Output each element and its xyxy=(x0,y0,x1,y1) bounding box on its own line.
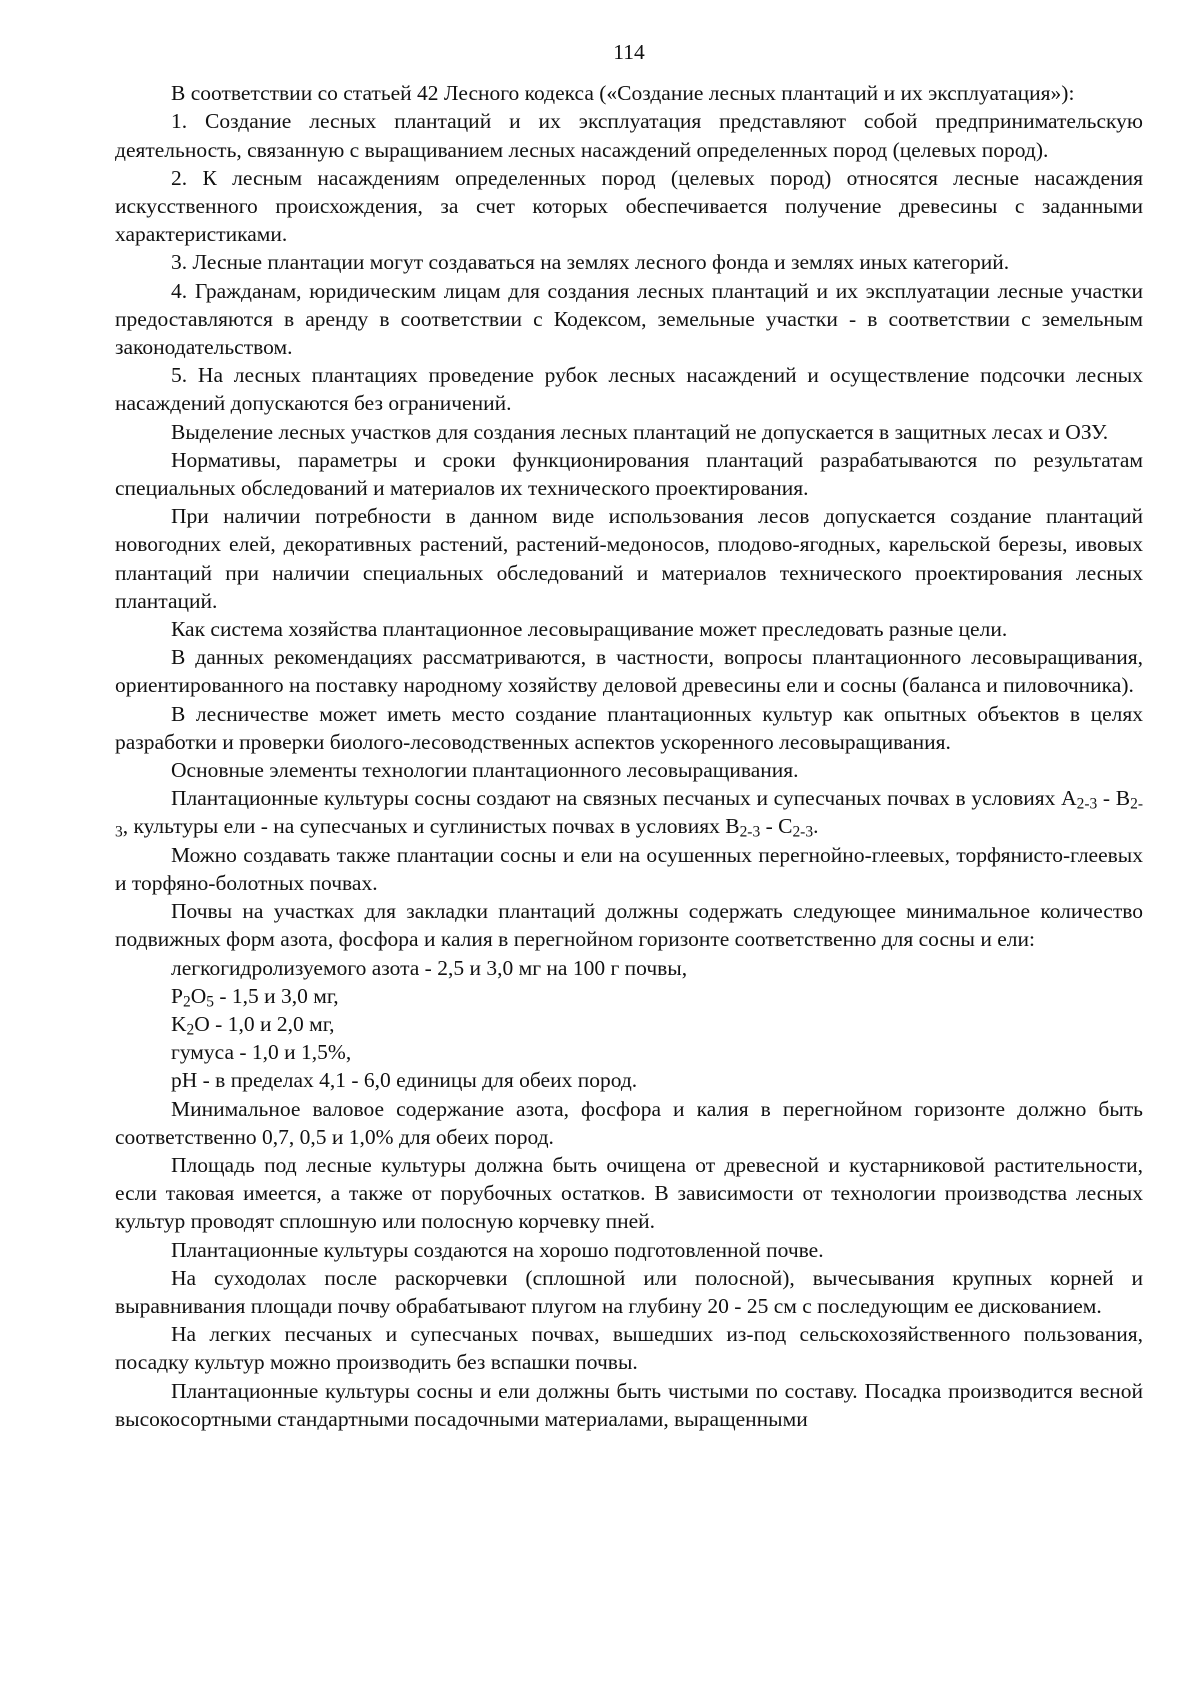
nutrient-ph: pH - в пределах 4,1 - 6,0 единицы для обеих пород. xyxy=(171,1068,638,1093)
paragraph-soil-requirements: Почвы на участках для закладки плантаций должны содержать следующее минимальное количество подвижных форм азота, фосфора и калия в перегнойном горизонте соответственно для сосны и ели: xyxy=(115,899,1143,952)
paragraph-standards: Нормативы, параметры и сроки функционирования плантаций разрабатываются по результатам специальных обследований и материалов их технического проектирования. xyxy=(115,447,1143,501)
paragraph-dryland-plowing: На суходолах после раскорчевки (сплошной или полосной), вычесывания крупных корней и выравнивания площади почву обрабатывают плугом на глубину 20 - 25 см с последующим ее дискованием. xyxy=(115,1265,1143,1318)
paragraph-light-soils: На легких песчаных и супесчаных почвах, вышедших из-под сельскохозяйственного пользования, посадку культур можно производить без вспашки почвы. xyxy=(115,1322,1143,1375)
paragraph-system-goals: Как система хозяйства плантационное лесовыращивание может преследовать разные цели. xyxy=(171,617,1008,642)
paragraph-intro: В соответствии со статьей 42 Лесного кодекса («Создание лесных плантаций и их эксплуатация»): xyxy=(171,81,1075,106)
paragraph-item-5: 5. На лесных плантациях проведение рубок лесных насаждений и осуществление подсочки лесных насаждений допускаются без ограничений. xyxy=(115,363,1143,416)
nutrient-phosphorus: $P_2O_5 - 1,5$ и 3,0 мг, xyxy=(171,983,339,1011)
paragraph-item-1: 1. Создание лесных плантаций и их эксплуатация представляют собой предпринимательскую деятельность, связанную с выращиванием лесных насаждений определенных пород (целевых пород). xyxy=(115,109,1143,162)
paragraph-technology-heading: Основные элементы технологии плантационного лесовыращивания. xyxy=(171,758,799,783)
paragraph-site-clearing: Площадь под лесные культуры должна быть очищена от древесной и кустарниковой растительности, если таковая имеется, а также от порубочных остатков. В зависимости от технологии производства лесных культур проводят сплошную или полосную корчевку пней. xyxy=(115,1152,1143,1234)
document-page xyxy=(115,38,1143,1433)
paragraph-item-2: 2. К лесным насаждениям определенных пород (целевых пород) относятся лесные насаждения искусственного происхождения, за счет которых обеспечивается получение древесины с заданными характеристиками. xyxy=(115,165,1143,247)
paragraph-plantation-types: При наличии потребности в данном виде использования лесов допускается создание плантаций новогодних елей, декоративных растений, растений-медоносов, плодово-ягодных, карельской березы, ивовых плантаций при наличии специальных обследований и материалов технического проектирования лесных плантаций. xyxy=(115,504,1143,613)
paragraph-gross-content: Минимальное валовое содержание азота, фосфора и калия в перегнойном горизонте должно быть соответственно 0,7, 0,5 и 1,0% для обеих пород. xyxy=(115,1096,1143,1149)
paragraph-prepared-soil: Плантационные культуры создаются на хорошо подготовленной почве. xyxy=(171,1237,824,1262)
nutrient-nitrogen: легкогидролизуемого азота - 2,5 и 3,0 мг на 100 г почвы, xyxy=(171,955,688,980)
paragraph-planting: Плантационные культуры сосны и ели должны быть чистыми по составу. Посадка производится весной высокосортными стандартными посадочными материалами, выращенными xyxy=(115,1378,1143,1431)
paragraph-protected-forests: Выделение лесных участков для создания лесных плантаций не допускается в защитных лесах и ОЗУ. xyxy=(171,419,1109,444)
paragraph-item-4: 4. Гражданам, юридическим лицам для создания лесных плантаций и их эксплуатации лесные участки предоставляются в аренду в соответствии с Кодексом, земельные участки - в соответствии с земельным законодательством. xyxy=(115,278,1143,360)
nutrient-potassium: $K_2O - 1,0$ и 2,0 мг, xyxy=(171,1011,335,1039)
paragraph-item-3: 3. Лесные плантации могут создаваться на землях лесного фонда и землях иных категорий. xyxy=(171,250,1010,275)
nutrient-humus: гумуса - 1,0 и 1,5%, xyxy=(171,1040,352,1065)
paragraph-forestry-experiments: В лесничестве может иметь место создание плантационных культур как опытных объектов в целях разработки и проверки биолого-лесоводственных аспектов ускоренного лесовыращивания. xyxy=(115,701,1143,754)
paragraph-pine-spruce-conditions: Плантационные культуры сосны создают на связных песчаных и супесчаных почвах в условиях $A_{2-3} - B_{2-3}$, культуры ели - на супесчаных и суглинистых почвах в условиях $B_{2-3} - C_{2-3}$. xyxy=(115,786,1143,841)
paragraph-drained-soils: Можно создавать также плантации сосны и ели на осушенных перегнойно-глеевых, торфянисто-глеевых и торфяно-болотных почвах. xyxy=(115,842,1143,895)
page-number: 114 xyxy=(613,40,645,64)
paragraph-recommendations: В данных рекомендациях рассматриваются, в частности, вопросы плантационного лесовыращивания, ориентированного на поставку народному хозяйству деловой древесины ели и сосны (баланса и пиловочника). xyxy=(115,645,1143,698)
